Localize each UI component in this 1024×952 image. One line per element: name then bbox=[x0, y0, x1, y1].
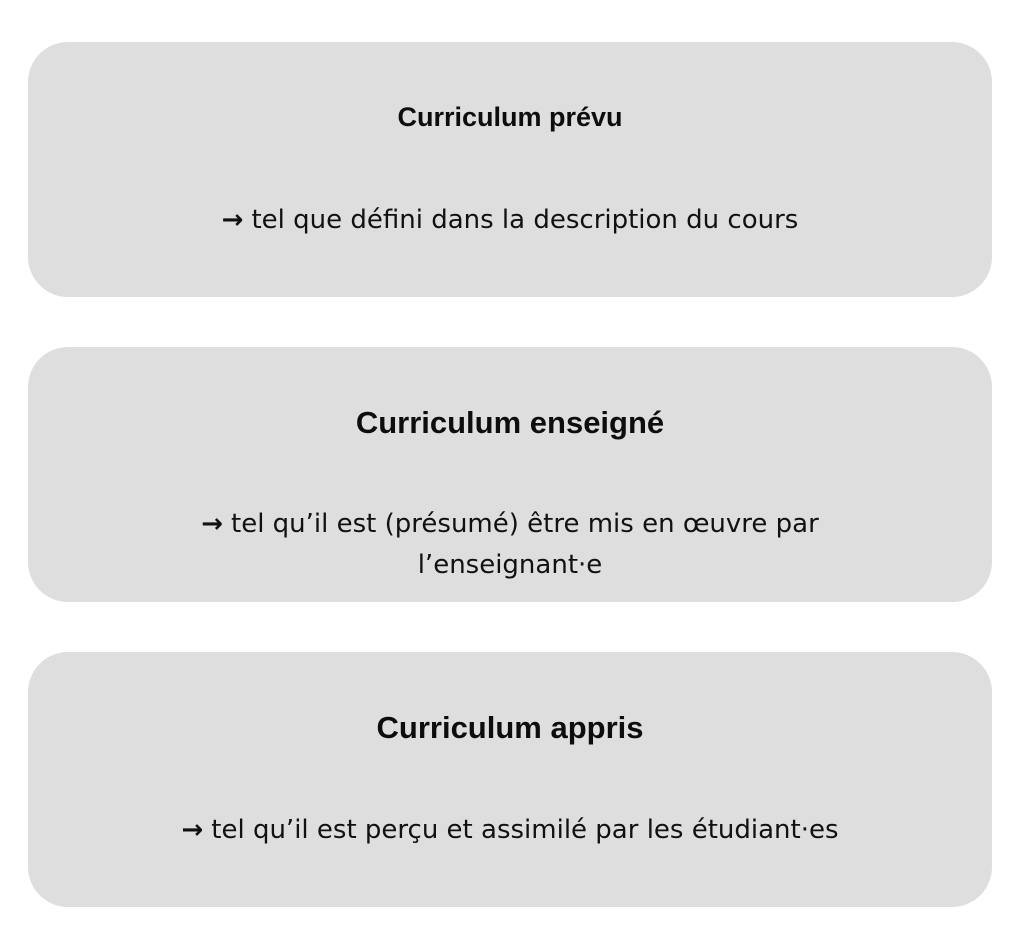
card-title: Curriculum appris bbox=[376, 710, 644, 745]
card-title: Curriculum enseigné bbox=[355, 405, 665, 440]
card-description bbox=[168, 200, 852, 241]
arrow-right-icon: → bbox=[201, 509, 223, 539]
arrow-right-icon: → bbox=[221, 205, 244, 235]
card-description bbox=[168, 504, 852, 586]
curriculum-prevu-card bbox=[28, 42, 992, 297]
card-description-text: tel qu’il est perçu et assimilé par les étudiant·es bbox=[211, 815, 839, 845]
card-description bbox=[168, 810, 852, 851]
card-title: Curriculum prévu bbox=[397, 102, 623, 132]
card-description-text: tel qu’il est (présumé) être mis en œuvre par l’enseignant·e bbox=[231, 509, 819, 580]
curriculum-appris-card bbox=[28, 652, 992, 907]
card-description-text: tel que défini dans la description du cours bbox=[251, 205, 799, 235]
curriculum-enseigne-card bbox=[28, 347, 992, 602]
arrow-right-icon: → bbox=[181, 815, 204, 845]
